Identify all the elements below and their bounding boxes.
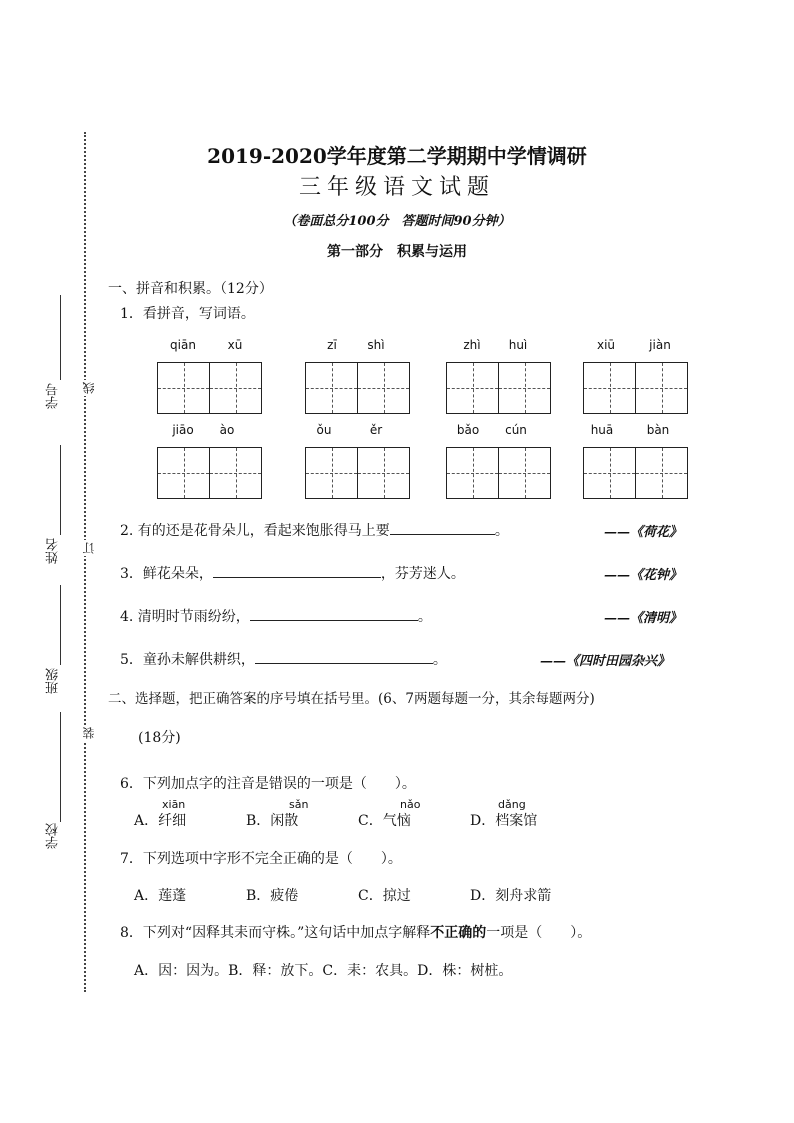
binding-mark-bind: 装: [82, 727, 96, 739]
answer-blank[interactable]: [250, 606, 418, 621]
q2-source: ——《荷花》: [604, 525, 683, 540]
writing-grid[interactable]: [305, 447, 410, 499]
pinyin: zī: [327, 338, 337, 352]
class-label: 班级: [46, 668, 61, 694]
q6-option-c: C．气恼: [358, 813, 411, 829]
pinyin: ǒu: [316, 423, 332, 437]
writing-grid[interactable]: [157, 447, 262, 499]
pinyin: xū: [227, 338, 243, 352]
q6-pinyin-c: nǎo: [400, 798, 421, 811]
school-underline: [60, 712, 61, 822]
q4-line: 4. 清明时节雨纷纷， 。: [120, 606, 432, 626]
pinyin: zhì: [463, 338, 481, 352]
class-underline: [60, 585, 61, 665]
part-title: 第一部分 积累与运用: [327, 244, 467, 260]
q3-line: 3．鲜花朵朵， ，芬芳迷人。: [120, 563, 465, 583]
pinyin: cún: [505, 423, 527, 437]
q6-option-b: B．闲散: [246, 813, 299, 829]
pinyin: ěr: [369, 423, 383, 437]
name-label: 姓名: [46, 538, 61, 564]
q6-pinyin-b: sǎn: [289, 798, 309, 811]
section1-heading: 一、拼音和积累。（12分）: [108, 281, 273, 297]
q6-pinyin-a: xiān: [162, 798, 186, 811]
pinyin: jiàn: [649, 338, 671, 352]
school-label: 学校: [46, 823, 61, 849]
writing-grid[interactable]: [305, 362, 410, 414]
pinyin: ào: [219, 423, 235, 437]
q7-prompt: 7．下列选项中字形不完全正确的是（ ）。: [120, 851, 402, 867]
pinyin: qiān: [170, 338, 196, 352]
exam-info: （卷面总分100分 答题时间90分钟）: [283, 214, 511, 229]
q6-prompt: 6．下列加点字的注音是错误的一项是（ ）。: [120, 776, 416, 792]
answer-blank[interactable]: [390, 520, 495, 535]
q7-option-b: B．疲倦: [246, 888, 299, 904]
writing-grid[interactable]: [157, 362, 262, 414]
section2-heading: 二、选择题，把正确答案的序号填在括号里。(6、7两题每题一分，其余每题两分): [108, 691, 595, 707]
q7-option-d: D．刻舟求箭: [470, 888, 552, 904]
exam-subject: 三年级语文试题: [298, 175, 495, 200]
binding-line: [84, 132, 86, 992]
pinyin: bàn: [646, 423, 670, 437]
q5-source: ——《四时田园杂兴》: [540, 654, 671, 669]
writing-grid[interactable]: [583, 362, 688, 414]
pinyin: xiū: [596, 338, 616, 352]
writing-grid[interactable]: [446, 447, 551, 499]
q4-source: ——《清明》: [604, 611, 683, 626]
name-underline: [60, 445, 61, 535]
answer-blank[interactable]: [255, 649, 433, 664]
writing-grid[interactable]: [446, 362, 551, 414]
exam-title: 2019-2020学年度第二学期期中学情调研: [207, 144, 587, 168]
q6-option-a: A．纤细: [134, 813, 187, 829]
answer-blank[interactable]: [213, 563, 381, 578]
student-id-underline: [60, 295, 61, 380]
pinyin: huì: [508, 338, 528, 352]
student-id-label: 学号: [46, 383, 61, 409]
q6-pinyin-d: dǎng: [498, 798, 526, 811]
q3-source: ——《花钟》: [604, 568, 683, 583]
pinyin: bǎo: [456, 423, 480, 437]
pinyin: jiāo: [172, 423, 194, 437]
binding-mark-staple: 订: [82, 542, 96, 554]
section2-points: (18分): [138, 730, 181, 746]
q8-options: A．因：因为。B．释：放下。C．耒：农具。D．株：树桩。: [134, 963, 513, 979]
pinyin: shì: [367, 338, 385, 352]
q2-line: 2. 有的还是花骨朵儿，看起来饱胀得马上要 。: [120, 520, 509, 540]
q8-prompt: 8．下列对“因释其耒而守株。”这句话中加点字解释不正确的一项是（ ）。: [120, 925, 592, 941]
q7-option-a: A．莲蓬: [134, 888, 187, 904]
q1-prompt: 1．看拼音，写词语。: [120, 306, 255, 322]
q7-option-c: C．掠过: [358, 888, 411, 904]
writing-grid[interactable]: [583, 447, 688, 499]
pinyin: huā: [590, 423, 614, 437]
q5-line: 5．童孙未解供耕织， 。: [120, 649, 447, 669]
binding-mark-line: 线: [82, 382, 96, 394]
q6-option-d: D．档案馆: [470, 813, 538, 829]
